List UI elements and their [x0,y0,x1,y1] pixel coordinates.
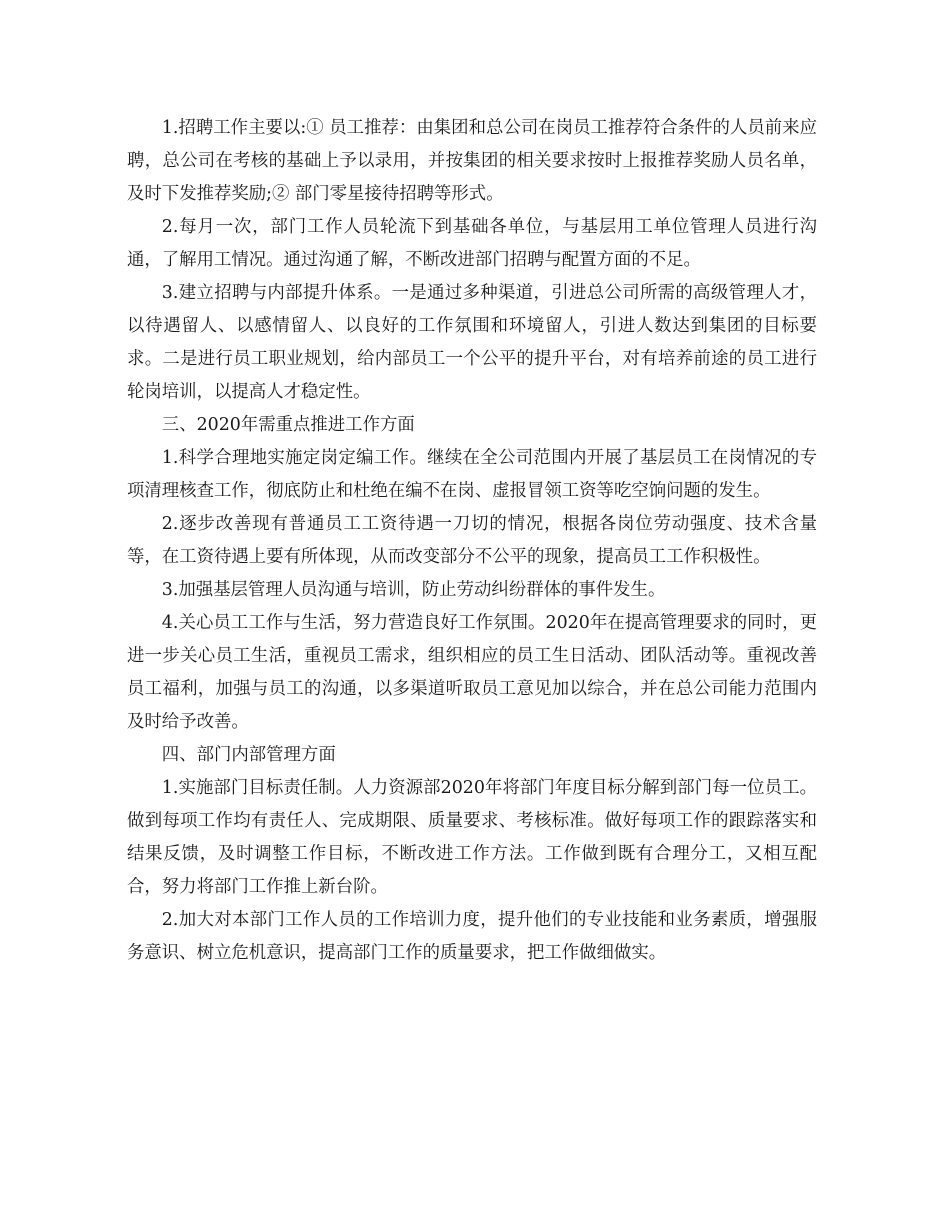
section-heading-2020-priorities: 三、2020年需重点推进工作方面 [161,415,415,435]
paragraph-recruitment-methods: 1.招聘工作主要以:① 员工推荐：由集团和总公司在岗员工推荐符合条件的人员前来应聘，总公司在考核的基础上予以录用，并按集团的相关要求按时上报推荐奖励人员名单，及时下发推荐奖励;② 部门零星接待招聘等形式。 [127,118,817,204]
paragraph-manager-training: 3.加强基层管理人员沟通与培训，防止劳动纠纷群体的事件发生。 [161,580,666,600]
paragraph-target-responsibility: 1.实施部门目标责任制。人力资源部2020年将部门年度目标分解到部门每一位员工。做到每项工作均有责任人、完成期限、质量要求、考核标准。做好每项工作的跟踪落实和结果反馈，及时调整工作目标，不断改进工作方法。工作做到既有合理分工，又相互配合，努力将部门工作推上新台阶。 [127,778,817,897]
paragraph-monthly-communication: 2.每月一次，部门工作人员轮流下到基础各单位，与基层用工单位管理人员进行沟通，了解用工情况。通过沟通了解，不断改进部门招聘与配置方面的不足。 [127,217,817,270]
paragraph-staff-training: 2.加大对本部门工作人员的工作培训力度，提升他们的专业技能和业务素质，增强服务意识、树立危机意识，提高部门工作的质量要求，把工作做细做实。 [127,910,817,963]
paragraph-employee-care: 4.关心员工工作与生活，努力营造良好工作氛围。2020年在提高管理要求的同时，更进一步关心员工生活，重视员工需求，组织相应的员工生日活动、团队活动等。重视改善员工福利，加强与员工的沟通，以多渠道听取员工意见加以综合，并在总公司能力范围内及时给予改善。 [127,613,817,732]
section-heading-internal-management: 四、部门内部管理方面 [161,745,336,765]
paragraph-promotion-system: 3.建立招聘与内部提升体系。一是通过多种渠道，引进总公司所需的高级管理人才，以待遇留人、以感情留人、以良好的工作氛围和环境留人，引进人数达到集团的目标要求。二是进行员工职业规划，给内部员工一个公平的提升平台，对有培养前途的员工进行轮岗培训，以提高人才稳定性。 [127,283,817,402]
document-body [127,112,817,970]
paragraph-staffing-quota: 1.科学合理地实施定岗定编工作。继续在全公司范围内开展了基层员工在岗情况的专项清理核查工作，彻底防止和杜绝在编不在岗、虚报冒领工资等吃空饷问题的发生。 [127,448,817,501]
paragraph-wage-improvement: 2.逐步改善现有普通员工工资待遇一刀切的情况，根据各岗位劳动强度、技术含量等，在工资待遇上要有所体现，从而改变部分不公平的现象，提高员工工作积极性。 [127,514,817,567]
